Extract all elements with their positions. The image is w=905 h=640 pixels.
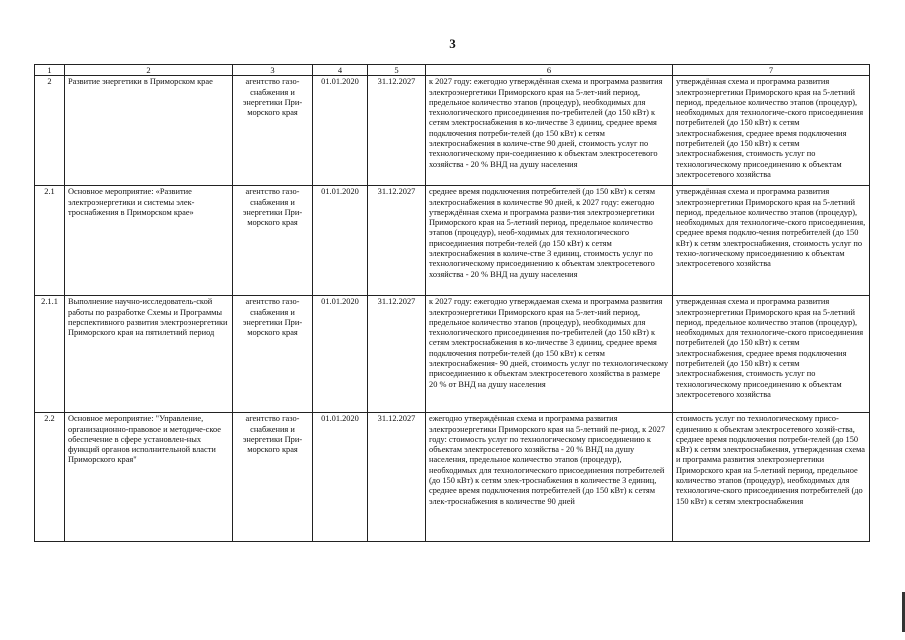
row-name: Развитие энергетики в Приморском крае [65, 76, 233, 186]
table-row [35, 296, 870, 413]
row-result: к 2027 году: ежегодно утверждаемая схема и программа развития электроэнергетики Приморского края на 5-лет-ний период, предельное количество этапов (процедур), необходимых для технологического присоединения по-требителей (до 150 кВт) к сетям электроснабжения в ко-личестве 3 единиц, среднее время подключения потреби-телей (до 150 кВт) к сетям электроснабжения- 90 дней, стоимость услуг по технологическому присоединению к объектам электросетевого хозяйства в размере 20 % от ВНД на душу населения [426, 296, 673, 413]
row-start-date: 01.01.2020 [313, 76, 368, 186]
row-number: 2 [35, 76, 65, 186]
row-result: среднее время подключения потребителей (до 150 кВт) к сетям электроснабжения в количестве 90 дней, к 2027 году: ежегодно утверждённая схема и программа разви-тия электроэнергетики Приморского края на 5-летний период, предельное количество этапов (процедур), необ-ходимых для технологического присоединения потреби-телей (до 150 кВт) к сетям электроснабжения в количе-стве 3 единиц, стоимость услуг по технологическому присоединению к объектам электросетевого хозяйства - 20 % ВНД на душу населения [426, 186, 673, 296]
row-result: к 2027 году: ежегодно утверждённая схема и программа развития электроэнергетики Приморского края на 5-лет-ний период, предельное количество этапов (процедур), необходимых для технологического присоединения по-требителей (до 150 кВт) к сетям электроснабжения в ко-личестве 3 единиц, среднее время подключения потреби-телей (до 150 кВт) к сетям электроснабжения в количе-стве 90 дней, стоимость услуг по технологическому при-соединению к объектам электросетевого хозяйства - 20 % ВНД на душу населения [426, 76, 673, 186]
row-name: Выполнение научно-исследователь-ской работы по разработке Схемы и Программы перспективного развития электроэнергетики Приморского края на пятилетний период [65, 296, 233, 413]
header-col-7: 7 [673, 65, 870, 76]
row-result: ежегодно утверждённая схема и программа развития электроэнергетики Приморского края на 5-летний пе-риод, к 2027 году: стоимость услуг по технологическому присоединению к объектам электросетевого хозяйства - 20 % ВНД на душу населения, предельное количество этапов (процедур), необходимых для технологического присоединения потребителей (до 150 кВт) к сетям элек-троснабжения в количестве 3 единиц, среднее время подключения потребителей (до 150 кВт) к сетям элек-троснабжения в количестве 90 дней [426, 413, 673, 542]
row-end-date: 31.12.2027 [368, 186, 426, 296]
row-indicators: стоимость услуг по технологическому присо-единению к объектам электросетевого хозяй-ства, среднее время подключения потреби-телей (до 150 кВт) к сетям электроснабжения, утвержденная схема и программа развития электроэнергетики Приморского края на 5-летний период, предельное количество этапов (процедур), необходимых для технологиче-ского присоединения потребителей (до 150 кВт) к сетям электроснабжения [673, 413, 870, 542]
table-row [35, 186, 870, 296]
row-number: 2.2 [35, 413, 65, 542]
row-name: Основное мероприятие: "Управление, организационно-правовое и методиче-ское обеспечение в сфере установлен-ных функций органов исполнительной власти Приморского края" [65, 413, 233, 542]
row-indicators: утверждённая схема и программа развития электроэнергетики Приморского края на 5-летний период, предельное количество этапов (процедур), необходимых для технологиче-ского присоединения, среднее время подклю-чения потребителей (до 150 кВт) к сетям электроснабжения, стоимость услуг по техно-логическому присоединению к объектам электросетевого хозяйства [673, 186, 870, 296]
header-row [35, 65, 870, 76]
row-indicators: утверждённая схема и программа развития электроэнергетики Приморского края на 5-летний период, предельное количество этапов (процедур), необходимых для технологиче-ского присоединения потребителей (до 150 кВт) к сетям электроснабжения, среднее время подключения потребителей (до 150 кВт) к сетям электроснабжения, стоимость услуг по технологическому присоединению к объектам электросетевого хозяйства [673, 76, 870, 186]
header-col-2: 2 [65, 65, 233, 76]
row-start-date: 01.01.2020 [313, 296, 368, 413]
table-row [35, 76, 870, 186]
header-col-6: 6 [426, 65, 673, 76]
row-agency: агентство газо-снабжения и энергетики При-морского края [233, 186, 313, 296]
row-end-date: 31.12.2027 [368, 296, 426, 413]
row-start-date: 01.01.2020 [313, 186, 368, 296]
row-name: Основное мероприятие: «Развитие электроэнергетики и системы элек-троснабжения в Приморском крае» [65, 186, 233, 296]
page-number: 3 [449, 36, 456, 51]
row-end-date: 31.12.2027 [368, 413, 426, 542]
header-col-5: 5 [368, 65, 426, 76]
row-number: 2.1 [35, 186, 65, 296]
row-start-date: 01.01.2020 [313, 413, 368, 542]
row-agency: агентство газо-снабжения и энергетики При-морского края [233, 413, 313, 542]
row-agency: агентство газо-снабжения и энергетики При-морского края [233, 76, 313, 186]
row-indicators: утвержденная схема и программа развития электроэнергетики Приморского края на 5-летний период, предельное количество этапов (процедур), необходимых для технологиче-ского присоединения потребителей (до 150 кВт) к сетям электроснабжения, среднее время подключения потребителей (до 150 кВт) к сетям электроснабжения, стоимость услуг по технологическому присоединению к объектам электросетевого хозяйства [673, 296, 870, 413]
row-end-date: 31.12.2027 [368, 76, 426, 186]
row-number: 2.1.1 [35, 296, 65, 413]
header-col-1: 1 [35, 65, 65, 76]
header-col-3: 3 [233, 65, 313, 76]
program-table [34, 64, 870, 542]
table-row [35, 413, 870, 542]
row-agency: агентство газо-снабжения и энергетики При-морского края [233, 296, 313, 413]
header-col-4: 4 [313, 65, 368, 76]
